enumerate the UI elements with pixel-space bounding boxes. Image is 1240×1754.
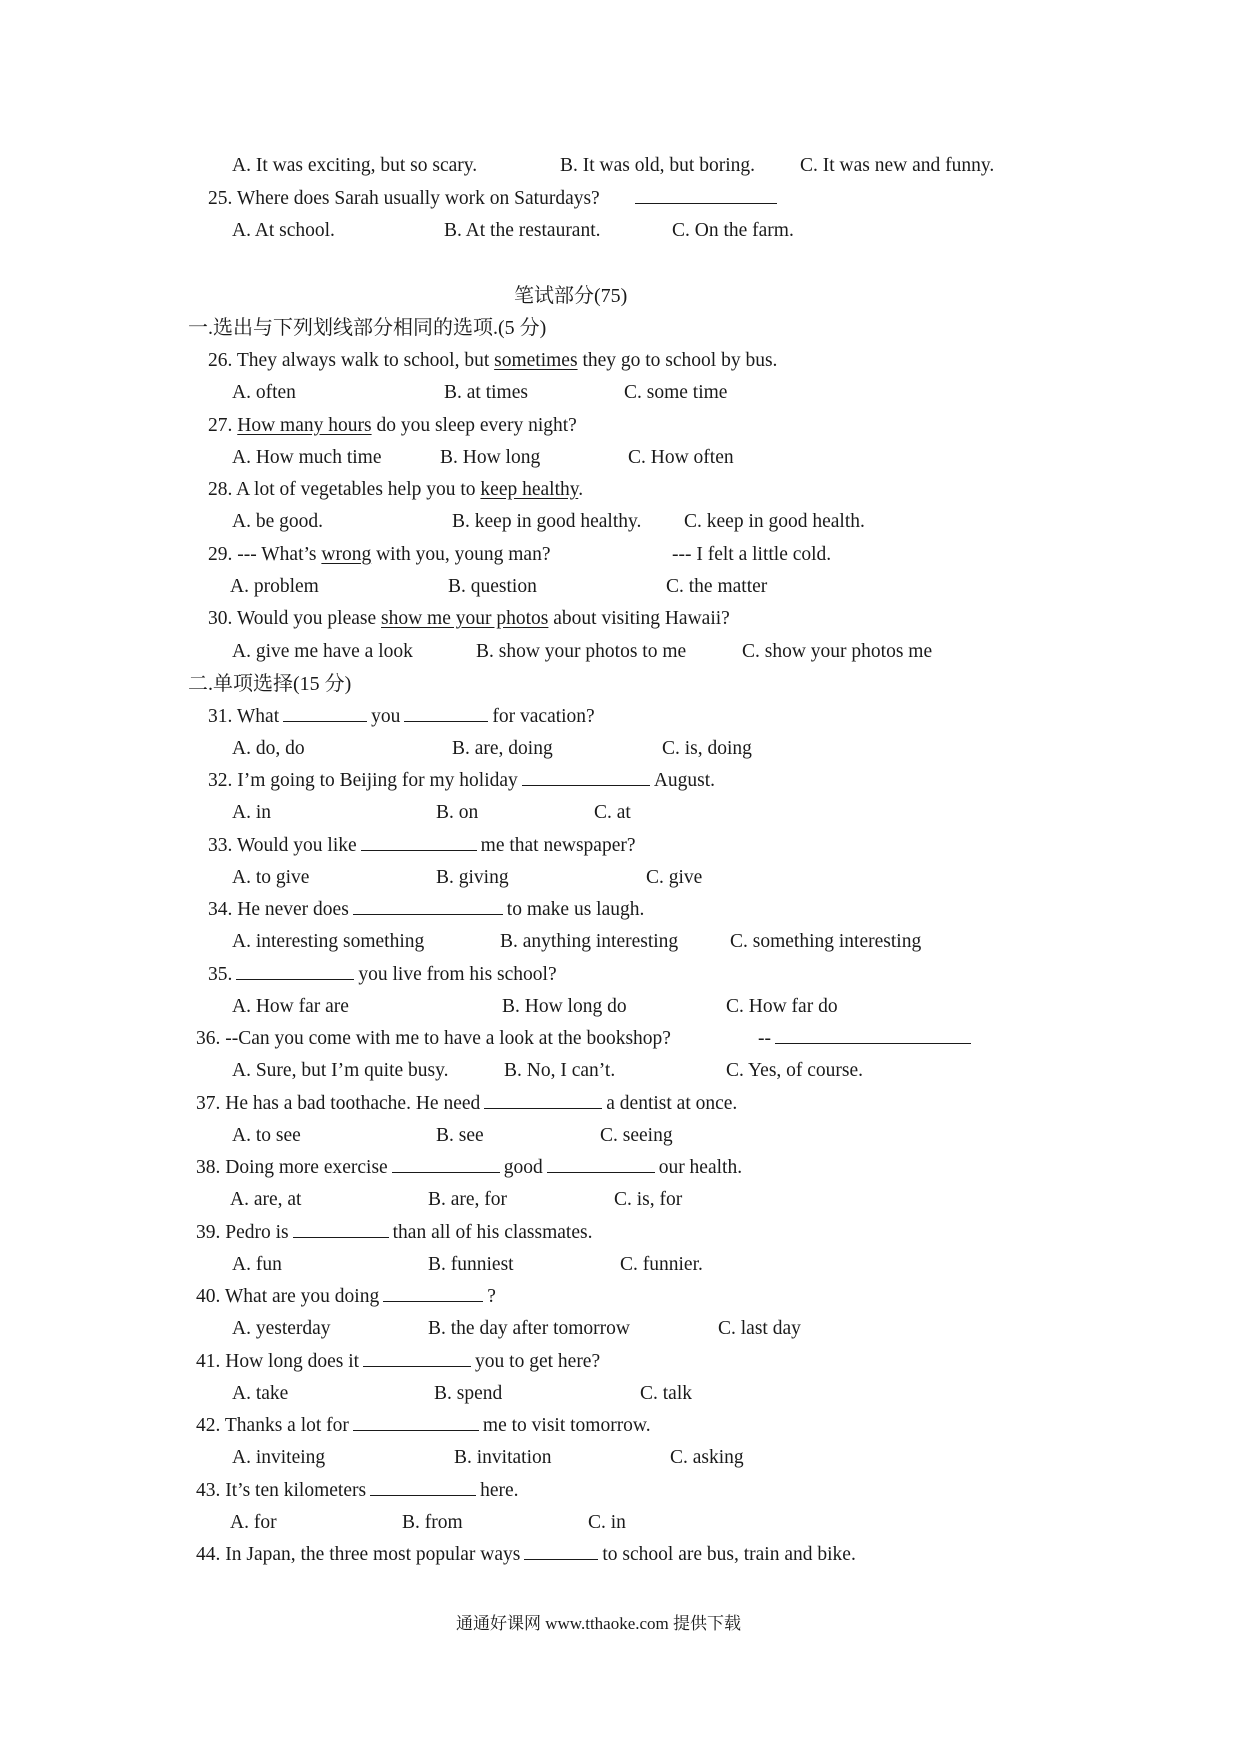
option-b: B. show your photos to me <box>476 641 687 662</box>
question-text: our health. <box>658 1157 743 1178</box>
answer-blank <box>363 1365 471 1367</box>
question-27 <box>208 414 577 438</box>
option-c: C. at <box>594 802 631 823</box>
option-c: C. is, doing <box>662 738 752 759</box>
question-text: 27. <box>208 415 238 436</box>
question-44 <box>196 1543 856 1567</box>
question-text: 34. He never does <box>208 899 349 920</box>
option-c: C. How often <box>628 447 734 468</box>
option-b: B. see <box>436 1125 484 1146</box>
question-text: you to get here? <box>475 1351 601 1372</box>
option-b: B. at times <box>444 382 528 403</box>
question-42 <box>196 1414 651 1438</box>
option-c: C. It was new and funny. <box>800 155 995 176</box>
option-a: A. How much time <box>232 447 382 468</box>
option-b: B. invitation <box>454 1447 552 1468</box>
question-text: 25. Where does Sarah usually work on Saturdays? <box>208 188 600 209</box>
option-b: B. are, doing <box>452 738 553 759</box>
question-33 <box>208 834 636 858</box>
question-text: me to visit tomorrow. <box>482 1415 651 1436</box>
question-text: do you sleep every night? <box>371 415 577 436</box>
option-c: C. asking <box>670 1447 744 1468</box>
option-c: C. is, for <box>614 1189 683 1210</box>
question-35 <box>208 963 557 987</box>
answer-blank <box>404 720 488 722</box>
question-text: 30. Would you please <box>208 608 382 629</box>
answer-blank <box>236 978 354 980</box>
option-a: A. It was exciting, but so scary. <box>232 155 478 176</box>
option-c: C. the matter <box>666 576 768 597</box>
answer-blank <box>353 913 503 915</box>
answer-blank <box>524 1558 598 1560</box>
option-b: B. from <box>402 1512 463 1533</box>
option-c: C. Yes, of course. <box>726 1060 864 1081</box>
question-text: 31. What <box>208 706 280 727</box>
option-a: A. Sure, but I’m quite busy. <box>232 1060 449 1081</box>
option-a: A. to give <box>232 867 310 888</box>
question-28 <box>208 478 583 502</box>
question-text: to school are bus, train and bike. <box>602 1544 856 1565</box>
question-text: 33. Would you like <box>208 835 357 856</box>
question-text: 26. They always walk to school, but <box>208 350 495 371</box>
option-a: A. often <box>232 382 296 403</box>
question-text: 44. In Japan, the three most popular ways <box>196 1544 521 1565</box>
option-c: C. last day <box>718 1318 801 1339</box>
question-text: you <box>371 706 401 727</box>
question-text: 39. Pedro is <box>196 1222 289 1243</box>
question-text: 37. He has a bad toothache. He need <box>196 1093 481 1114</box>
option-b: B. spend <box>434 1383 503 1404</box>
option-a: A. to see <box>232 1125 301 1146</box>
underlined-phrase: sometimes <box>494 350 578 371</box>
option-c: C. some time <box>624 382 728 403</box>
option-b: B. keep in good healthy. <box>452 511 642 532</box>
option-a: A. problem <box>230 576 319 597</box>
question-29 <box>208 543 550 567</box>
answer-blank <box>293 1236 389 1238</box>
option-a: A. take <box>232 1383 289 1404</box>
answer-blank <box>370 1494 476 1496</box>
option-a: A. interesting something <box>232 931 425 952</box>
answer-blank <box>383 1300 483 1302</box>
question-text: good <box>503 1157 543 1178</box>
question-text: ? <box>487 1286 496 1307</box>
question-text: they go to school by bus. <box>577 350 778 371</box>
option-c: C. give <box>646 867 703 888</box>
option-c: C. show your photos me <box>742 641 933 662</box>
question-31 <box>208 705 595 729</box>
answer-blank <box>283 720 367 722</box>
question-text: 35. <box>208 964 233 985</box>
option-a: A. How far are <box>232 996 349 1017</box>
question-text: a dentist at once. <box>606 1093 738 1114</box>
question-43 <box>196 1479 519 1503</box>
question-text: 28. A lot of vegetables help you to <box>208 479 481 500</box>
question-41 <box>196 1350 600 1374</box>
question-text: you live from his school? <box>358 964 557 985</box>
answer-blank <box>547 1171 655 1173</box>
answer-blank <box>361 849 477 851</box>
option-c: C. funnier. <box>620 1254 703 1275</box>
option-b: B. giving <box>436 867 509 888</box>
answer-blank <box>484 1107 602 1109</box>
question-text: 43. It’s ten kilometers <box>196 1480 367 1501</box>
option-b: B. are, for <box>428 1189 508 1210</box>
question-text: than all of his classmates. <box>392 1222 593 1243</box>
question-text: -- <box>758 1028 771 1049</box>
answer-blank <box>522 784 650 786</box>
question-text: August. <box>653 770 716 791</box>
question-37 <box>196 1092 737 1116</box>
question-32 <box>208 769 715 793</box>
underlined-phrase: keep healthy <box>480 479 579 500</box>
option-a: A. give me have a look <box>232 641 413 662</box>
option-b: B. How long <box>440 447 541 468</box>
question-text: here. <box>480 1480 519 1501</box>
question-text: to make us laugh. <box>506 899 645 920</box>
dialogue-answer: --- I felt a little cold. <box>672 544 832 565</box>
question-text: with you, young man? <box>371 544 551 565</box>
question-text: about visiting Hawaii? <box>548 608 730 629</box>
question-text: me that newspaper? <box>480 835 636 856</box>
underlined-phrase: How many hours <box>237 415 372 436</box>
option-a: A. fun <box>232 1254 282 1275</box>
option-c: C. talk <box>640 1383 692 1404</box>
question-39 <box>196 1221 592 1245</box>
question-text: 29. --- What’s <box>208 544 322 565</box>
footer-source: 通通好课网 www.tthaoke.com 提供下载 <box>456 1614 742 1633</box>
question-text: . <box>578 479 584 500</box>
option-b: B. How long do <box>502 996 627 1017</box>
option-b: B. At the restaurant. <box>444 220 601 241</box>
option-c: C. On the farm. <box>672 220 794 241</box>
option-a: A. for <box>230 1512 277 1533</box>
option-b: B. anything interesting <box>500 931 679 952</box>
option-c: C. seeing <box>600 1125 673 1146</box>
question-text: 41. How long does it <box>196 1351 360 1372</box>
section-2-title: 二.单项选择(15 分) <box>188 673 352 695</box>
option-a: A. be good. <box>232 511 323 532</box>
option-a: A. are, at <box>230 1189 302 1210</box>
option-c: C. in <box>588 1512 626 1533</box>
question-text: 38. Doing more exercise <box>196 1157 388 1178</box>
option-b: B. question <box>448 576 537 597</box>
option-a: A. inviteing <box>232 1447 326 1468</box>
question-text: for vacation? <box>492 706 595 727</box>
question-text: 36. --Can you come with me to have a look at the bookshop? <box>196 1028 671 1049</box>
answer-blank <box>635 202 777 204</box>
question-25 <box>208 187 781 211</box>
written-section-title: 笔试部分(75) <box>514 285 628 307</box>
option-a: A. in <box>232 802 271 823</box>
option-c: C. How far do <box>726 996 838 1017</box>
question-text: 32. I’m going to Beijing for my holiday <box>208 770 518 791</box>
question-40 <box>196 1285 496 1309</box>
question-36 <box>196 1027 671 1051</box>
question-26 <box>208 349 777 373</box>
question-38 <box>196 1156 742 1180</box>
option-c: C. something interesting <box>730 931 922 952</box>
option-b: B. No, I can’t. <box>504 1060 616 1081</box>
section-1-title: 一.选出与下列划线部分相同的选项.(5 分) <box>188 317 547 339</box>
option-a: A. At school. <box>232 220 335 241</box>
option-b: B. on <box>436 802 479 823</box>
answer-blank <box>775 1042 971 1044</box>
question-text: 42. Thanks a lot for <box>196 1415 349 1436</box>
underlined-phrase: wrong <box>321 544 372 565</box>
option-b: B. It was old, but boring. <box>560 155 755 176</box>
dialogue-answer <box>758 1027 975 1051</box>
option-a: A. yesterday <box>232 1318 331 1339</box>
question-30 <box>208 607 730 631</box>
answer-blank <box>392 1171 500 1173</box>
option-b: B. the day after tomorrow <box>428 1318 630 1339</box>
underlined-phrase: show me your photos <box>381 608 549 629</box>
answer-blank <box>353 1429 479 1431</box>
option-c: C. keep in good health. <box>684 511 865 532</box>
option-a: A. do, do <box>232 738 305 759</box>
question-text: 40. What are you doing <box>196 1286 380 1307</box>
question-34 <box>208 898 644 922</box>
option-b: B. funniest <box>428 1254 514 1275</box>
